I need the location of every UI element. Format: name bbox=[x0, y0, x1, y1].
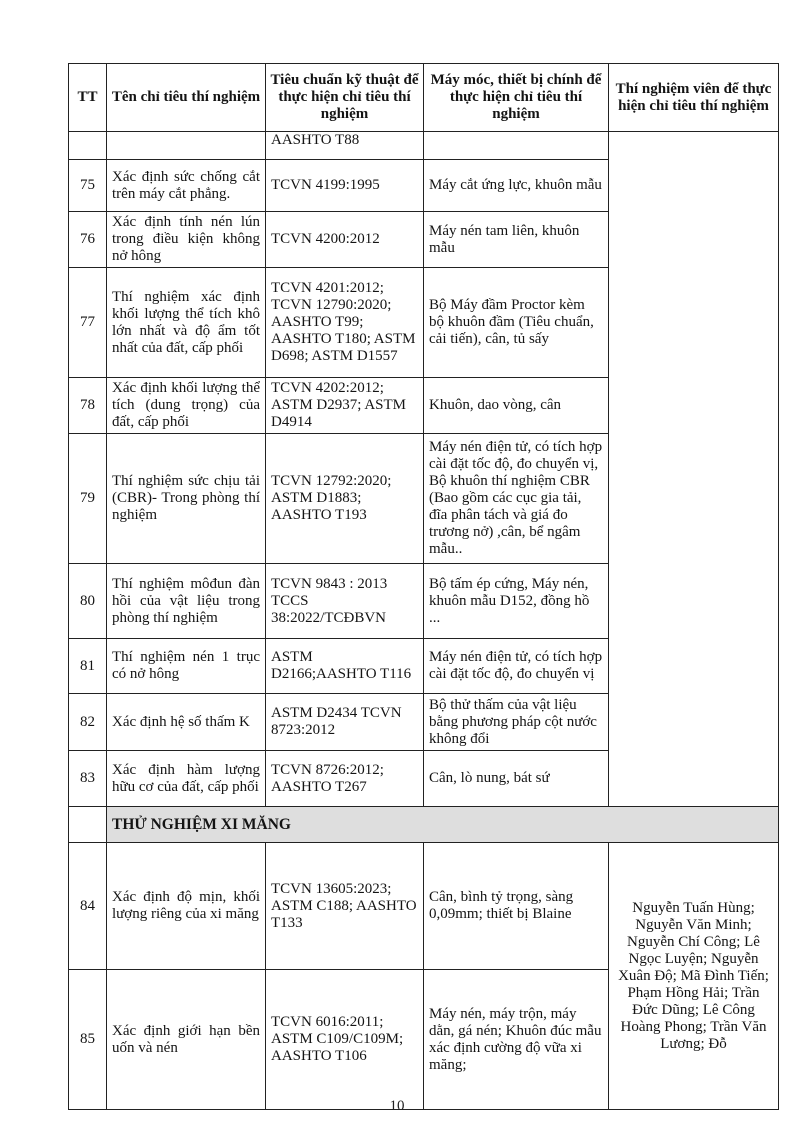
header-row bbox=[69, 64, 779, 132]
cell-tt: 82 bbox=[69, 694, 107, 751]
header-equipment: Máy móc, thiết bị chính để thực hiện chỉ tiêu thí nghiệm bbox=[424, 64, 609, 132]
cell-tt: 75 bbox=[69, 160, 107, 212]
cell-name: Thí nghiệm sức chịu tải (CBR)- Trong phòng thí nghiệm bbox=[107, 434, 266, 564]
cell-name: Xác định khối lượng thể tích (dung trọng) của đất, cấp phối bbox=[107, 378, 266, 434]
cell-tt: 85 bbox=[69, 970, 107, 1110]
table-row bbox=[69, 843, 779, 970]
cell-equipment: Máy nén điện tử, có tích hợp cài đặt tốc độ, đo chuyển vị bbox=[424, 639, 609, 694]
cell-tt bbox=[69, 807, 107, 843]
cell-tt: 81 bbox=[69, 639, 107, 694]
cell-standard: TCVN 4201:2012; TCVN 12790:2020; AASHTO T99; AASHTO T180; ASTM D698; ASTM D1557 bbox=[266, 268, 424, 378]
cell-equipment: Máy nén tam liên, khuôn mẫu bbox=[424, 212, 609, 268]
cell-standard: TCVN 4200:2012 bbox=[266, 212, 424, 268]
cell-tt: 84 bbox=[69, 843, 107, 970]
cell-equipment: Máy nén điện tử, có tích hợp cài đặt tốc độ, đo chuyển vị, Bộ khuôn thí nghiệm CBR (Bao gồm các cục gia tải, đĩa phân tách và giá đo trương nở) ,cân, bể ngâm mẫu.. bbox=[424, 434, 609, 564]
cell-tt: 80 bbox=[69, 564, 107, 639]
cell-name: Xác định giới hạn bền uốn và nén bbox=[107, 970, 266, 1110]
cell-name: Xác định hệ số thấm K bbox=[107, 694, 266, 751]
cell-tt: 79 bbox=[69, 434, 107, 564]
cell-name: Xác định hàm lượng hữu cơ của đất, cấp phối bbox=[107, 751, 266, 807]
cell-standard: ASTM D2166;AASHTO T116 bbox=[266, 639, 424, 694]
cell-tt: 78 bbox=[69, 378, 107, 434]
cell-name: Xác định sức chống cắt trên máy cắt phẳng. bbox=[107, 160, 266, 212]
cell-staff: Nguyễn Tuấn Hùng; Nguyễn Văn Minh; Nguyễn Chí Công; Lê Ngọc Luyện; Nguyễn Xuân Độ; Mã Đình Tiến; Phạm Hồng Hải; Trần Đức Dũng; Lê Công Hoàng Phong; Trần Văn Lương; Đỗ bbox=[609, 843, 779, 1110]
cell-equipment: Khuôn, dao vòng, cân bbox=[424, 378, 609, 434]
header-name: Tên chỉ tiêu thí nghiệm bbox=[107, 64, 266, 132]
cell-tt: 76 bbox=[69, 212, 107, 268]
cell-tt: 77 bbox=[69, 268, 107, 378]
cell-name: Xác định tính nén lún trong điều kiện không nở hông bbox=[107, 212, 266, 268]
header-standard: Tiêu chuẩn kỹ thuật để thực hiện chỉ tiêu thí nghiệm bbox=[266, 64, 424, 132]
cell-standard: TCVN 4199:1995 bbox=[266, 160, 424, 212]
cell-standard: TCVN 4202:2012; ASTM D2937; ASTM D4914 bbox=[266, 378, 424, 434]
cell-tt: 83 bbox=[69, 751, 107, 807]
cell-tt bbox=[69, 132, 107, 160]
cell-equipment: Bộ thử thấm của vật liệu bằng phương pháp cột nước không đổi bbox=[424, 694, 609, 751]
cell-equipment: Máy cắt ứng lực, khuôn mẫu bbox=[424, 160, 609, 212]
cell-equipment: Cân, lò nung, bát sứ bbox=[424, 751, 609, 807]
cell-name: Xác định độ mịn, khối lượng riêng của xi măng bbox=[107, 843, 266, 970]
cell-equipment bbox=[424, 132, 609, 160]
section-row-cement bbox=[69, 807, 779, 843]
cell-standard: TCVN 9843 : 2013 TCCS 38:2022/TCĐBVN bbox=[266, 564, 424, 639]
cell-standard: TCVN 12792:2020; ASTM D1883; AASHTO T193 bbox=[266, 434, 424, 564]
cell-name bbox=[107, 132, 266, 160]
cell-standard: TCVN 13605:2023; ASTM C188; AASHTO T133 bbox=[266, 843, 424, 970]
cell-equipment: Cân, bình tỷ trọng, sàng 0,09mm; thiết bị Blaine bbox=[424, 843, 609, 970]
cell-name: Thí nghiệm nén 1 trục có nở hông bbox=[107, 639, 266, 694]
section-title: THỬ NGHIỆM XI MĂNG bbox=[107, 807, 779, 843]
cell-equipment: Máy nén, máy trộn, máy dằn, gá nén; Khuôn đúc mẫu xác định cường độ vữa xi măng; bbox=[424, 970, 609, 1110]
page-number: 10 bbox=[389, 1098, 405, 1114]
header-tt: TT bbox=[69, 64, 107, 132]
cell-standard: TCVN 6016:2011; ASTM C109/C109M; AASHTO T106 bbox=[266, 970, 424, 1110]
header-staff: Thí nghiệm viên để thực hiện chỉ tiêu thí nghiệm bbox=[609, 64, 779, 132]
cell-equipment: Bộ tấm ép cứng, Máy nén, khuôn mẫu D152, đồng hồ ... bbox=[424, 564, 609, 639]
cell-staff-empty bbox=[609, 132, 779, 807]
test-criteria-table bbox=[68, 63, 779, 1110]
cell-name: Thí nghiệm xác định khối lượng thể tích khô lớn nhất và độ ẩm tốt nhất của đất, cấp phối bbox=[107, 268, 266, 378]
carry-over-row bbox=[69, 132, 779, 160]
cell-standard: TCVN 8726:2012; AASHTO T267 bbox=[266, 751, 424, 807]
cell-name: Thí nghiệm môđun đàn hồi của vật liệu trong phòng thí nghiệm bbox=[107, 564, 266, 639]
cell-standard: ASTM D2434 TCVN 8723:2012 bbox=[266, 694, 424, 751]
cell-equipment: Bộ Máy đầm Proctor kèm bộ khuôn đầm (Tiêu chuẩn, cải tiến), cân, tủ sấy bbox=[424, 268, 609, 378]
cell-standard: AASHTO T88 bbox=[266, 132, 424, 160]
